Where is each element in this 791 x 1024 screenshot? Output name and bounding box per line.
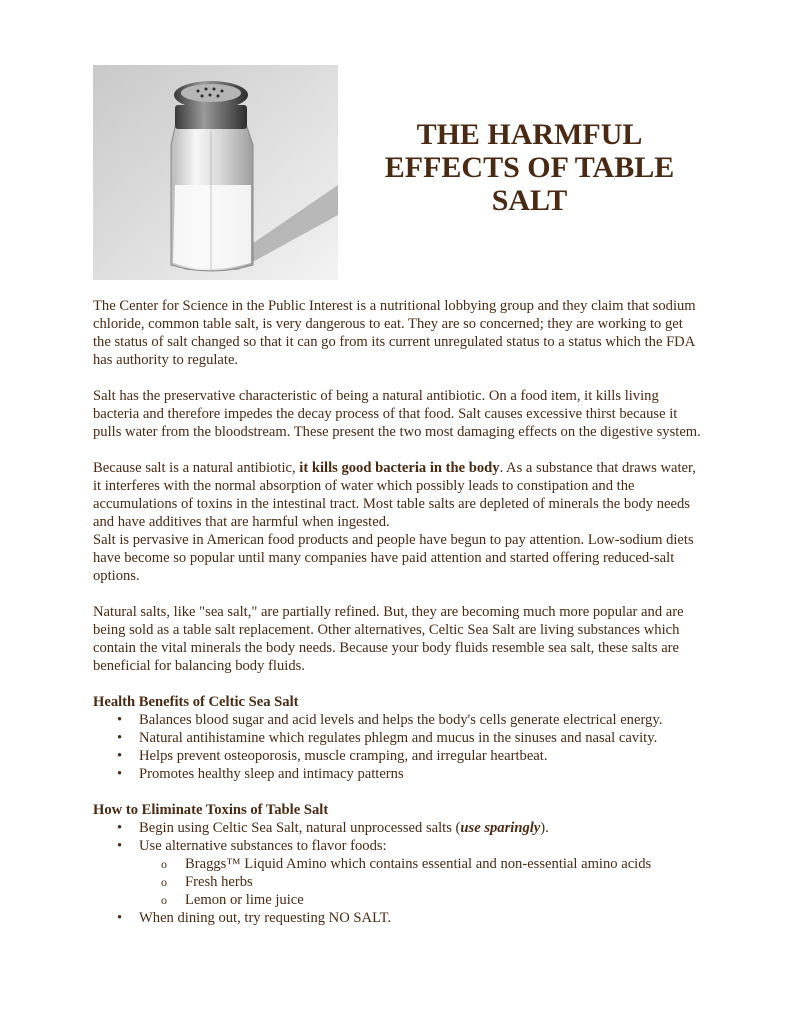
list-item (139, 837, 703, 909)
salt-shaker-photo (93, 65, 338, 280)
list-item: • Balances blood sugar and acid levels and helps the body's cells generate electrical energy. (139, 711, 703, 729)
paragraph-natural-salts: Natural salts, like "sea salt," are partially refined. But, they are becoming much more popular and are being sold as a table salt replacement. Other alternatives, Celtic Sea Salt are living substances which contain the vital minerals the body needs. Because your body fluids resemble sea salt, these salts are beneficial for balancing body fluids. (93, 604, 684, 674)
benefits-heading: Health Benefits of Celtic Sea Salt (93, 694, 299, 710)
alternatives-sublist (139, 855, 703, 909)
toxins-item2-text: Use alternative substances to flavor foods: (139, 838, 387, 854)
paragraph-bacteria (93, 459, 703, 531)
toxins-item1-pre: Begin using Celtic Sea Salt, natural unprocessed salts ( (139, 820, 461, 836)
paragraph-low-sodium: Salt is pervasive in American food products and people have begun to pay attention. Low-sodium diets have become so popular until many companies have paid attention and started offering reduced-salt options. (93, 532, 694, 584)
paragraph-bacteria-post: . As a substance that draws water, it interferes with the normal absorption of water which possibly leads to constipation and the accumulations of toxins in the intestinal tract. Most table salts are depleted of minerals the body needs and have additives that are harmful when ingested. (93, 460, 696, 530)
sublist-item: o Fresh herbs (185, 873, 703, 891)
list-item: • When dining out, try requesting NO SALT. (139, 909, 703, 927)
list-item (139, 819, 703, 837)
list-item: • Natural antihistamine which regulates phlegm and mucus in the sinuses and nasal cavity. (139, 729, 703, 747)
paragraph-intro: The Center for Science in the Public Interest is a nutritional lobbying group and they claim that sodium chloride, common table salt, is very dangerous to eat. They are so concerned; they are working to get the status of salt changed so that it can go from its current unregulated status to a status which the FDA has authority to regulate. (93, 298, 696, 368)
benefits-list (93, 711, 703, 783)
title-line-1: THE HARMFUL (416, 118, 643, 151)
toxins-item1-emphasis: use sparingly (460, 820, 541, 836)
list-item: • Promotes healthy sleep and intimacy patterns (139, 765, 703, 783)
toxins-list (93, 819, 703, 927)
title-line-3: SALT (491, 184, 568, 217)
toxins-item1-post: ). (540, 820, 549, 836)
sublist-item: o Lemon or lime juice (185, 891, 703, 909)
article-body (93, 297, 703, 945)
list-item: • Helps prevent osteoporosis, muscle cramping, and irregular heartbeat. (139, 747, 703, 765)
paragraph-bacteria-bold: it kills good bacteria in the body (299, 460, 500, 476)
paragraph-antibiotic: Salt has the preservative characteristic of being a natural antibiotic. On a food item, it kills living bacteria and therefore impedes the decay process of that food. Salt causes excessive thirst because it pulls water from the bloodstream. These present the two most damaging effects on the digestive system. (93, 388, 701, 440)
paragraph-bacteria-pre: Because salt is a natural antibiotic, (93, 460, 300, 476)
page-title (372, 118, 687, 217)
toxins-heading: How to Eliminate Toxins of Table Salt (93, 802, 329, 818)
title-line-2: EFFECTS OF TABLE (384, 151, 675, 184)
sublist-item: o Braggs™ Liquid Amino which contains essential and non-essential amino acids (185, 855, 703, 873)
